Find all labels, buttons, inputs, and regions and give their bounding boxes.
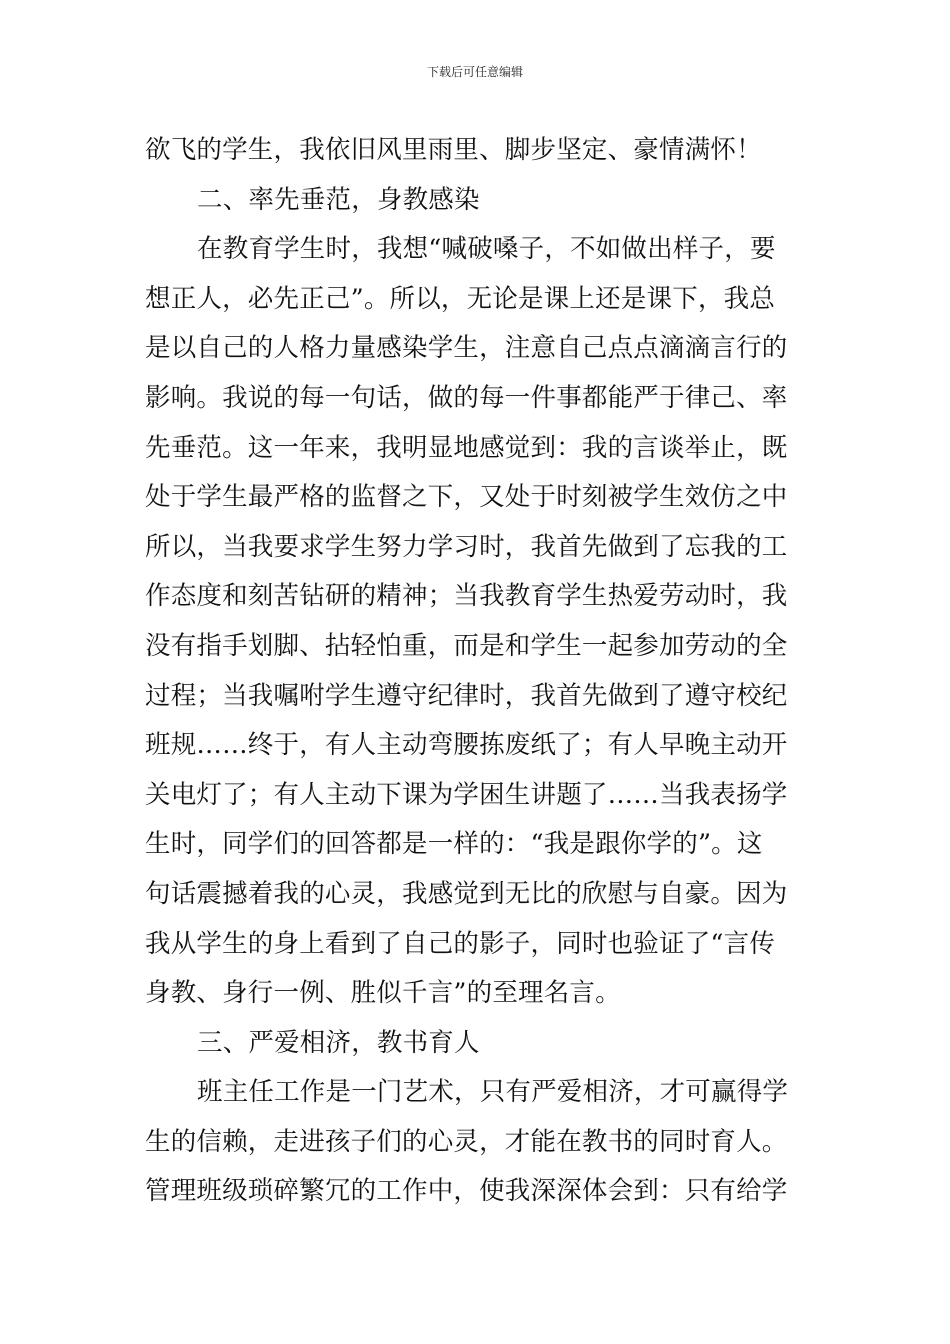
text-line: 管理班级琐碎繁冗的工作中，使我深深体会到：只有给学 bbox=[145, 1176, 788, 1207]
text-line: 作态度和刻苦钻研的精神；当我教育学生热爱劳动时，我 bbox=[145, 581, 788, 612]
page-header: 下载后可任意编辑 bbox=[426, 65, 523, 79]
text-line: 班规……终于，有人主动弯腰拣废纸了；有人早晚主动开 bbox=[145, 730, 788, 761]
text-line: 所以，当我要求学生努力学习时，我首先做到了忘我的工 bbox=[145, 531, 788, 562]
text-line: 影响。我说的每一句话，做的每一件事都能严于律己、率 bbox=[145, 382, 788, 413]
text-line: 在教育学生时，我想“喊破嗓子，不如做出样子，要 bbox=[197, 234, 776, 265]
text-line: 句话震撼着我的心灵，我感觉到无比的欣慰与自豪。因为 bbox=[145, 878, 788, 909]
text-line: 过程；当我嘱咐学生遵守纪律时，我首先做到了遵守校纪 bbox=[145, 680, 788, 711]
text-line: 身教、身行一例、胜似千言”的至理名言。 bbox=[145, 978, 621, 1009]
text-line: 先垂范。这一年来，我明显地感觉到：我的言谈举止，既 bbox=[145, 432, 788, 463]
text-line: 我从学生的身上看到了自己的影子，同时也验证了“言传 bbox=[145, 928, 776, 959]
text-line: 生时，同学们的回答都是一样的：“我是跟你学的”。这 bbox=[145, 829, 763, 860]
text-line: 生的信赖，走进孩子们的心灵，才能在教书的同时育人。 bbox=[145, 1126, 788, 1157]
text-line: 处于学生最严格的监督之下，又处于时刻被学生效仿之中 bbox=[145, 482, 788, 513]
section-heading: 三、严爱相济，教书育人 bbox=[197, 1027, 480, 1058]
text-line: 关电灯了；有人主动下课为学困生讲题了……当我表扬学 bbox=[145, 779, 788, 810]
text-line: 班主任工作是一门艺术，只有严爱相济，才可赢得学 bbox=[197, 1077, 789, 1108]
section-heading: 二、率先垂范，身教感染 bbox=[197, 184, 480, 215]
text-line: 没有指手划脚、拈轻怕重，而是和学生一起参加劳动的全 bbox=[145, 630, 788, 661]
document-body bbox=[145, 126, 810, 1217]
text-line: 想正人，必先正己”。所以，无论是课上还是课下，我总 bbox=[145, 283, 776, 314]
text-line: 欲飞的学生，我依旧风里雨里、脚步坚定、豪情满怀！ bbox=[145, 135, 762, 165]
text-line: 是以自己的人格力量感染学生，注意自己点点滴滴言行的 bbox=[145, 333, 788, 364]
